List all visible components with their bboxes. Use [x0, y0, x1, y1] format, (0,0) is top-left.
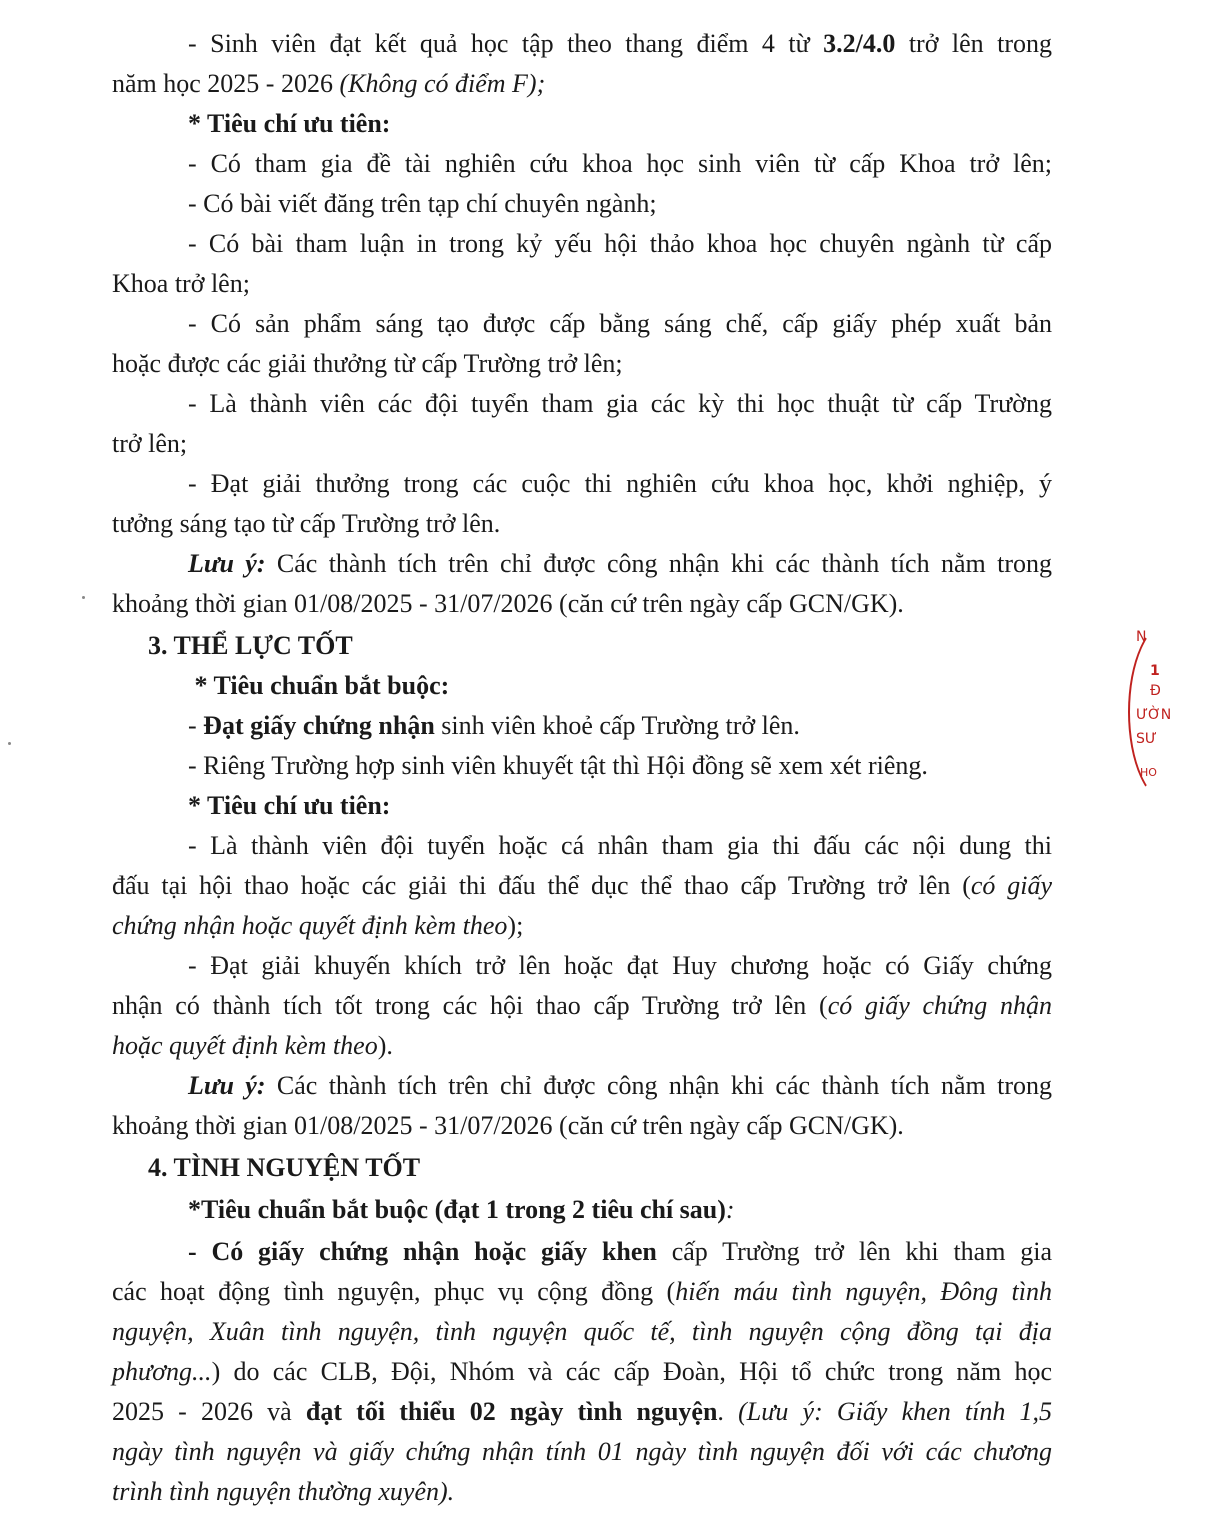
text-line: - Là thành viên đội tuyển hoặc cá nhân tham gia thi đấu các nội dung thi — [188, 831, 1052, 860]
text-line: nguyện, Xuân tình nguyện, tình nguyện quốc tế, tình nguyện cộng đồng tại địa — [112, 1317, 1052, 1346]
text-line: - Sinh viên đạt kết quả học tập theo thang điểm 4 từ 3.2/4.0 trở lên trong — [188, 29, 1052, 58]
text-line: nhận có thành tích tốt trong các hội thao cấp Trường trở lên (có giấy chứng nhận — [112, 991, 1052, 1020]
text-line: hoặc được các giải thưởng từ cấp Trường trở lên; — [112, 349, 623, 378]
text-line: tưởng sáng tạo từ cấp Trường trở lên. — [112, 509, 501, 538]
text-line: - Là thành viên các đội tuyển tham gia các kỳ thi học thuật từ cấp Trường — [188, 389, 1052, 418]
text-line: Khoa trở lên; — [112, 269, 250, 298]
red-seal-stamp: N 1 Đ ƯỜN SƯ HO — [1128, 620, 1168, 820]
text-line: - Đạt giải thưởng trong các cuộc thi nghiên cứu khoa học, khởi nghiệp, ý — [188, 469, 1052, 498]
section-heading: 3. THỂ LỰC TỐT — [148, 631, 353, 660]
text-line: khoảng thời gian 01/08/2025 - 31/07/2026 (căn cứ trên ngày cấp GCN/GK). — [112, 589, 904, 618]
text-line: hoặc quyết định kèm theo). — [112, 1031, 393, 1060]
note-line: Lưu ý: Các thành tích trên chỉ được công nhận khi các thành tích nằm trong — [188, 1071, 1053, 1100]
text-line: khoảng thời gian 01/08/2025 - 31/07/2026 (căn cứ trên ngày cấp GCN/GK). — [112, 1111, 904, 1140]
section-heading: 4. TÌNH NGUYỆN TỐT — [148, 1153, 421, 1182]
text-line: chứng nhận hoặc quyết định kèm theo); — [112, 911, 524, 940]
text-line: - Có tham gia đề tài nghiên cứu khoa học sinh viên từ cấp Khoa trở lên; — [188, 149, 1052, 178]
text-line: - Có bài viết đăng trên tạp chí chuyên ngành; — [188, 189, 657, 218]
section-subheading: * Tiêu chí ưu tiên: — [188, 109, 391, 138]
text-line: - Có bài tham luận in trong kỷ yếu hội thảo khoa học chuyên ngành từ cấp — [188, 229, 1052, 258]
text-line: trở lên; — [112, 429, 188, 458]
scan-speck — [82, 596, 85, 599]
text-line: các hoạt động tình nguyện, phục vụ cộng đồng (hiến máu tình nguyện, Đông tình — [112, 1277, 1053, 1306]
text-line: - Đạt giấy chứng nhận sinh viên khoẻ cấp Trường trở lên. — [188, 711, 800, 740]
scan-speck — [8, 742, 11, 745]
text-line: đấu tại hội thao hoặc các giải thi đấu thể dục thể thao cấp Trường trở lên (có giấy — [112, 871, 1052, 900]
text-line: - Riêng Trường hợp sinh viên khuyết tật thì Hội đồng sẽ xem xét riêng. — [188, 751, 928, 780]
section-subheading: *Tiêu chuẩn bắt buộc (đạt 1 trong 2 tiêu chí sau): — [188, 1195, 735, 1224]
text-line: trình tình nguyện thường xuyên). — [112, 1477, 455, 1506]
text-line: ngày tình nguyện và giấy chứng nhận tính 01 ngày tình nguyện đối với các chương — [112, 1437, 1052, 1466]
text-line: - Có sản phẩm sáng tạo được cấp bằng sáng chế, cấp giấy phép xuất bản — [188, 309, 1052, 338]
text-line: năm học 2025 - 2026 (Không có điểm F); — [112, 69, 546, 98]
text-line: - Đạt giải khuyến khích trở lên hoặc đạt Huy chương hoặc có Giấy chứng — [188, 951, 1052, 980]
note-line: Lưu ý: Các thành tích trên chỉ được công nhận khi các thành tích nằm trong — [188, 549, 1053, 578]
section-subheading: * Tiêu chí ưu tiên: — [188, 791, 391, 820]
text-line: phương...) do các CLB, Đội, Nhóm và các cấp Đoàn, Hội tổ chức trong năm học — [112, 1357, 1052, 1386]
section-subheading: * Tiêu chuẩn bắt buộc: — [188, 671, 450, 700]
text-line: 2025 - 2026 và đạt tối thiểu 02 ngày tình nguyện. (Lưu ý: Giấy khen tính 1,5 — [112, 1397, 1052, 1426]
text-line: - Có giấy chứng nhận hoặc giấy khen cấp Trường trở lên khi tham gia — [188, 1237, 1053, 1266]
